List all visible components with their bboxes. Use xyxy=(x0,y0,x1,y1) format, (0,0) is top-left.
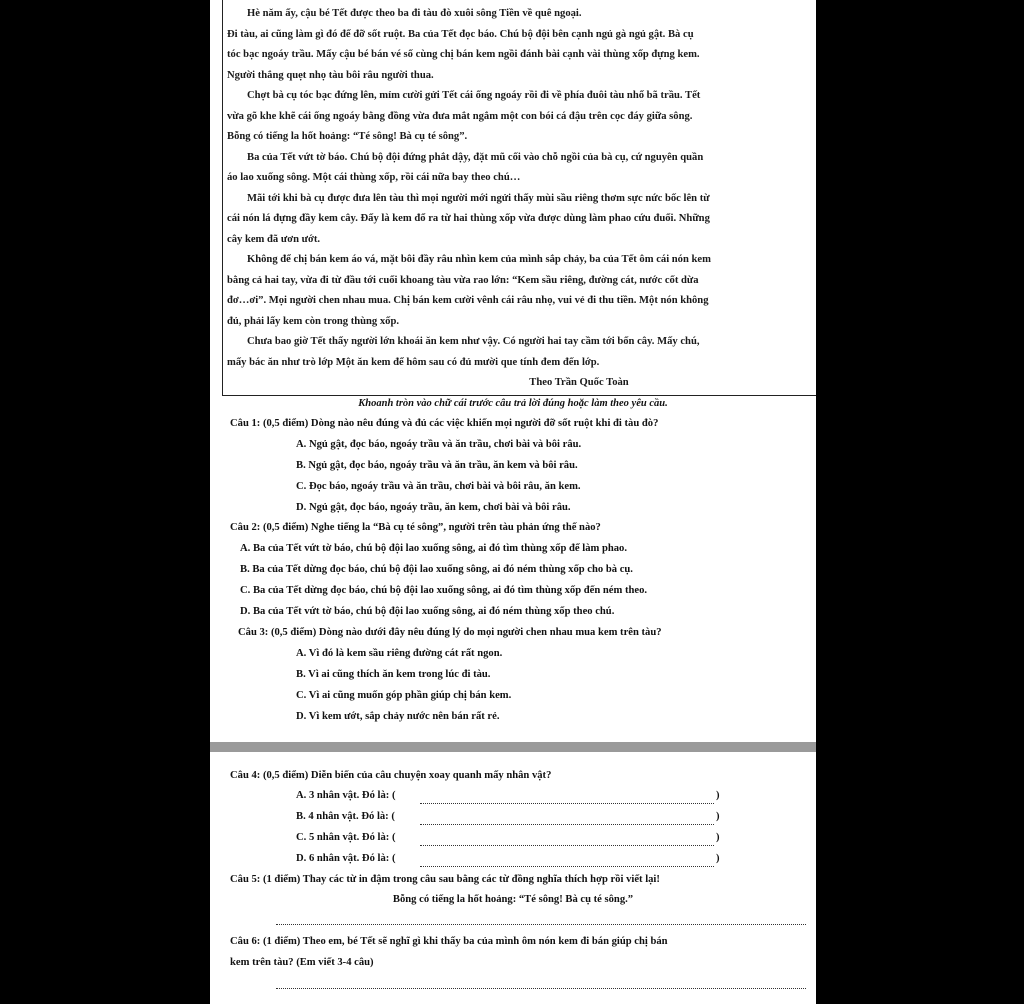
q4-close-a: ) xyxy=(716,790,720,801)
passage-line: Hè năm ấy, cậu bé Tết được theo ba đi tàu đò xuôi sông Tiền về quê ngoại. xyxy=(247,8,582,19)
passage-line: Mãi tới khi bà cụ được đưa lên tàu thì mọi người mới ngửi thấy mùi sầu riêng thơm sực nức bốc lên từ xyxy=(247,192,710,204)
q2-option-a: A. Ba của Tết vứt tờ báo, chú bộ đội lao xuống sông, ai đó tìm thùng xốp để làm phao. xyxy=(240,543,628,554)
q1-option-c: C. Đọc báo, ngoáy trầu và ăn trầu, chơi bài và bôi râu, ăn kem. xyxy=(296,481,581,492)
q1-option-a: A. Ngủ gật, đọc báo, ngoáy trầu và ăn trầu, chơi bài và bôi râu. xyxy=(296,439,582,450)
answer-line[interactable] xyxy=(420,866,714,867)
q1-option-d: D. Ngủ gật, đọc báo, ngoáy trầu, ăn kem, chơi bài và bôi râu. xyxy=(296,502,571,513)
passage-line: bằng cả hai tay, vừa đi từ đầu tới cuối khoang tàu vừa rao lớn: “Kem sầu riêng, đường cát, nước cốt dừa xyxy=(227,274,699,286)
q1-option-b: B. Ngủ gật, đọc báo, ngoáy trầu và ăn trầu, ăn kem và bôi râu. xyxy=(296,460,578,471)
question-6-line-2: kem trên tàu? (Em viết 3-4 câu) xyxy=(230,957,374,968)
passage-line: tóc bạc ngoáy trầu. Mấy cậu bé bán vé số cùng chị bán kem ngồi đánh bài cạnh vài thùng xốp đựng kem. xyxy=(227,49,700,60)
question-3: Câu 3: (0,5 điểm) Dòng nào dưới đây nêu đúng lý do mọi người chen nhau mua kem trên tàu? xyxy=(238,627,662,638)
q4-close-b: ) xyxy=(716,811,720,822)
passage-author: Theo Trần Quốc Toàn xyxy=(529,377,629,388)
q4-close-d: ) xyxy=(716,853,720,864)
passage-line: Đi tàu, ai cũng làm gì đó để đỡ sốt ruột. Ba của Tết đọc báo. Chú bộ đội bên cạnh ngủ gà ngủ gật. Bà cụ xyxy=(227,28,694,40)
answer-line[interactable] xyxy=(420,845,714,846)
question-2: Câu 2: (0,5 điểm) Nghe tiếng la “Bà cụ té sông”, người trên tàu phản ứng thế nào? xyxy=(230,522,601,533)
q2-option-c: C. Ba của Tết dừng đọc báo, chú bộ đội lao xuống sông, ai đó tìm thùng xốp đến ném theo. xyxy=(240,585,648,596)
answer-line[interactable] xyxy=(420,803,714,804)
q5-sentence: Bỗng có tiếng la hốt hoảng: “Té sông! Bà cụ té sông.” xyxy=(392,894,634,905)
question-6-line-1: Câu 6: (1 điểm) Theo em, bé Tết sẽ nghĩ gì khi thấy ba của mình ôm nón kem đi bán giúp chị bán xyxy=(230,936,668,947)
q2-option-b: B. Ba của Tết dừng đọc báo, chú bộ đội lao xuống sông, ai đó ném thùng xốp cho bà cụ. xyxy=(240,564,633,575)
passage-line: vừa gõ khe khẽ cái ống ngoáy bằng đồng vừa đưa mắt ngắm một con bói cá đậu trên cọc đáy giữa sông. xyxy=(227,110,693,122)
q4-option-b: B. 4 nhân vật. Đó là: ( xyxy=(296,811,395,822)
question-5: Câu 5: (1 điểm) Thay các từ in đậm trong câu sau bằng các từ đồng nghĩa thích hợp rồi viết lại! xyxy=(230,874,660,885)
passage-line: Chưa bao giờ Tết thấy người lớn khoái ăn kem như vậy. Có người hai tay cầm tới bốn cây. Mấy chú, xyxy=(247,336,700,347)
answer-line[interactable] xyxy=(420,824,714,825)
passage-line: đơ…ơi”. Mọi người chen nhau mua. Chị bán kem cười vênh cái râu nhọ, vui vẻ đi thu tiền. Một nón không xyxy=(227,295,709,306)
passage-line: Chợt bà cụ tóc bạc đứng lên, mỉm cười gửi Tết cái ống ngoáy rồi đi về phía đuôi tàu nhổ bã trầu. Tết xyxy=(247,90,701,101)
instruction: Khoanh tròn vào chữ cái trước câu trả lời đúng hoặc làm theo yêu cầu. xyxy=(358,398,668,409)
worksheet-page xyxy=(210,0,816,1004)
question-1: Câu 1: (0,5 điểm) Dòng nào nêu đúng và đủ các việc khiến mọi người đỡ sốt ruột khi đi tàu đò? xyxy=(230,418,659,429)
passage-line: cây kem đã ươn ướt. xyxy=(227,233,321,245)
q3-option-b: B. Vì ai cũng thích ăn kem trong lúc đi tàu. xyxy=(296,669,491,680)
q3-option-a: A. Vì đó là kem sầu riêng đường cát rất ngon. xyxy=(296,648,503,659)
page-separator xyxy=(210,742,816,752)
q4-option-a: A. 3 nhân vật. Đó là: ( xyxy=(296,790,396,801)
passage-line: cái nón lá đựng đầy kem cây. Đấy là kem đổ ra từ hai thùng xốp vừa được dùng làm phao cứu đuối. Những xyxy=(227,213,710,224)
q3-option-c: C. Vì ai cũng muốn góp phần giúp chị bán kem. xyxy=(296,690,512,701)
passage-line: áo lao xuống sông. Một cái thùng xốp, rồi cái nữa bay theo chú… xyxy=(227,172,521,183)
q2-option-d: D. Ba của Tết vứt tờ báo, chú bộ đội lao xuống sông, ai đó ném thùng xốp theo chú. xyxy=(240,606,615,617)
q4-option-c: C. 5 nhân vật. Đó là: ( xyxy=(296,832,396,843)
q4-close-c: ) xyxy=(716,832,720,843)
q3-option-d: D. Vì kem ướt, sắp chảy nước nên bán rất rẻ. xyxy=(296,711,500,722)
passage-line: đủ, phải lấy kem còn trong thùng xốp. xyxy=(227,315,399,327)
passage-line: Bỗng có tiếng la hốt hoảng: “Té sông! Bà cụ té sông”. xyxy=(227,131,468,142)
passage-line: Không để chị bán kem áo vá, mặt bôi đầy râu nhìn kem của mình sắp chảy, ba của Tết ôm cái nón kem xyxy=(247,254,711,265)
passage-line: Ba của Tết vứt tờ báo. Chú bộ đội đứng phắt dậy, đặt mũ cối vào chỗ ngồi của bà cụ, cứ nguyên quần xyxy=(247,151,704,163)
passage-line: Người thắng quẹt nhọ tàu bôi râu người thua. xyxy=(227,69,434,81)
question-4: Câu 4: (0,5 điểm) Diễn biến của câu chuyện xoay quanh mấy nhân vật? xyxy=(230,770,552,781)
passage-line: mấy bác ăn như trò lớp Một ăn kem để hôm sau có đủ mười que tính đem đến lớp. xyxy=(227,356,600,368)
answer-line[interactable] xyxy=(276,924,806,925)
answer-line[interactable] xyxy=(276,988,806,989)
reading-passage xyxy=(222,0,816,396)
q4-option-d: D. 6 nhân vật. Đó là: ( xyxy=(296,853,396,864)
